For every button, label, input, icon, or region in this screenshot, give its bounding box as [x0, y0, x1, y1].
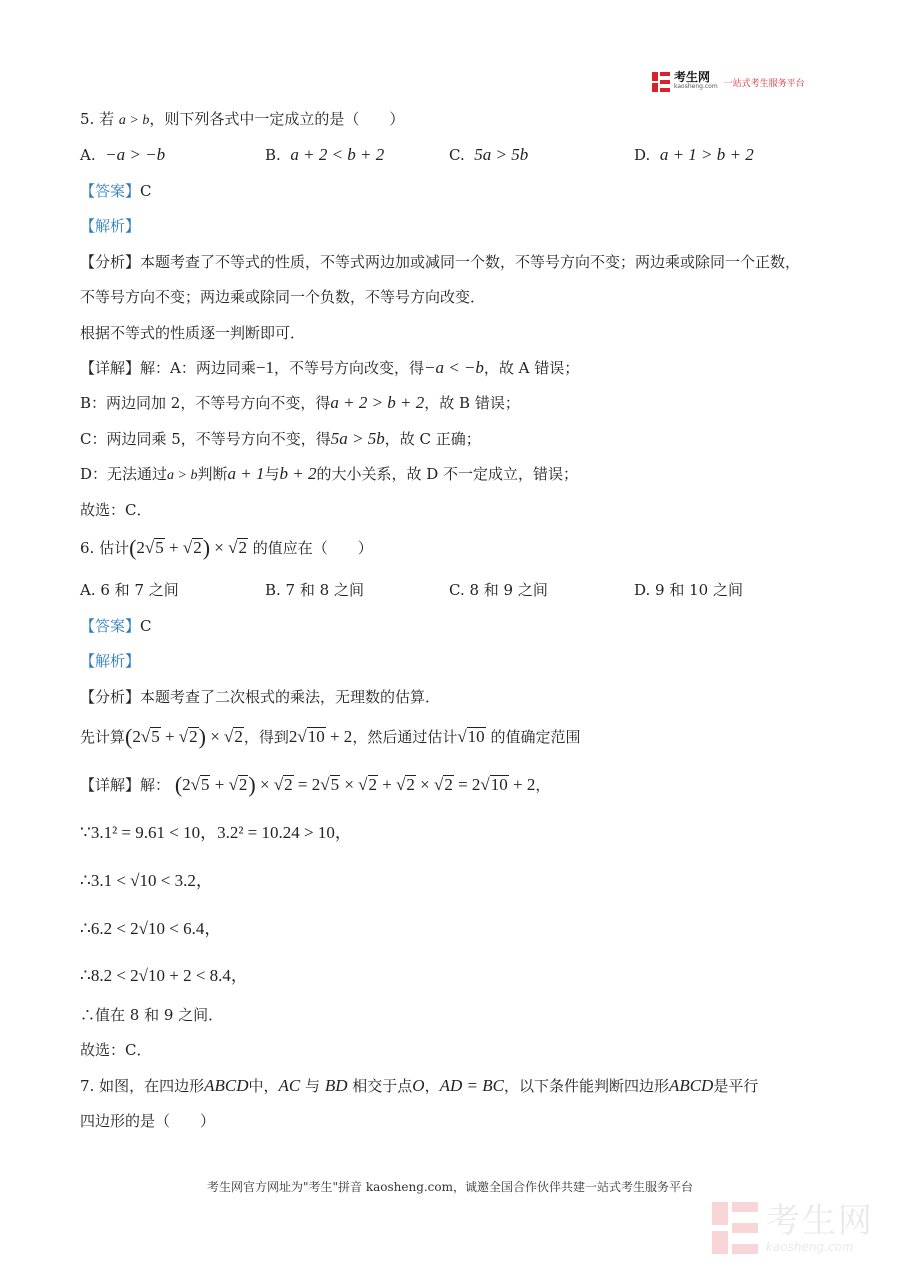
option-label: D. [634, 146, 651, 164]
option-label: C. [449, 146, 465, 164]
option-expr: 5a > 5b [474, 145, 529, 164]
math-expr: ABCD [668, 1076, 714, 1095]
option-label: B. [265, 146, 281, 164]
fenxi-text: 本题考查了二次根式的乘法，无理数的估算． [140, 688, 441, 706]
detail-text: 与 [264, 465, 280, 483]
math-expr: a + 2 > b + 2 [330, 393, 425, 412]
fenxi-text: 本题考查了不等式的性质，不等式两边加或减同一个数，不等号方向不变；两边乘或除同一个正数， [140, 253, 801, 271]
logo-url: kaosheng.com [674, 83, 718, 90]
q5-option-c [449, 144, 528, 166]
q6-fenxi-line1 [80, 686, 440, 708]
answer-value: C [140, 617, 152, 635]
logo-slogan: 一站式考生服务平台 [723, 78, 805, 89]
watermark-name: 考生网 [766, 1201, 874, 1241]
q6-calc-line [80, 726, 580, 748]
math-expr: 5a > 5b [330, 429, 385, 448]
q5-condition: a > b [118, 113, 150, 128]
analysis-tag: 【解析】 [80, 217, 141, 235]
detail-text: D：无法通过 [80, 465, 168, 483]
q5-detail-line4 [80, 463, 578, 487]
q5-answer [80, 180, 152, 202]
q7-text: ，以下条件能判断四边形 [503, 1077, 669, 1095]
detail-text: ，不等号方向改变，得 [273, 359, 424, 377]
q5-detail-line1 [80, 357, 579, 379]
math-expr: −a < −b [423, 358, 484, 377]
analysis-tag: 【解析】 [80, 652, 141, 670]
q6-step-2: ∴3.1 < √10 < 3.2， [80, 871, 213, 890]
fenxi-tag: 【分析】 [80, 253, 141, 271]
kaosheng-watermark-icon [712, 1202, 758, 1254]
q5-option-d [634, 144, 754, 166]
detail-tag: 【详解】 [80, 776, 141, 794]
q6-step-3: ∴6.2 < 2√10 < 6.4， [80, 919, 222, 938]
q5-detail-line3 [80, 428, 481, 450]
math-expr: AD = BC [439, 1076, 504, 1095]
q5-fenxi-line2: 不等号方向不变；两边乘或除同一个负数，不等号方向改变． [80, 288, 486, 306]
math-expr: (2√5 + √2) × √2 = 2√5 × √2 + √2 × √2 = 2√10 + 2 [174, 772, 536, 797]
q7-text: 中， [248, 1077, 279, 1095]
detail-text: ，故 C 正确； [384, 430, 481, 448]
q7-stem-line1 [80, 1075, 758, 1097]
q7-text: 7. 如图，在四边形 [80, 1077, 205, 1095]
detail-text: ，故 A 错误； [483, 359, 580, 377]
detail-text: ，得到 [243, 728, 289, 746]
q5-option-b [265, 144, 384, 166]
detail-text: 判断 [197, 465, 228, 483]
q5-fenxi-line3: 根据不等式的性质逐一判断即可． [80, 324, 306, 342]
detail-text: C：两边同乘 5，不等号方向不变，得 [80, 430, 331, 448]
math-expr: BD [324, 1076, 348, 1095]
math-expr: ABCD [204, 1076, 249, 1095]
q7-text: 是平行 [713, 1077, 759, 1095]
q5-analysis-heading [80, 215, 140, 237]
math-expr: a + 1 [227, 464, 265, 483]
watermark-url: kaosheng.com [766, 1240, 854, 1254]
detail-text: B：两边同加 2，不等号方向不变，得 [80, 394, 331, 412]
q6-option-d: D. 9 和 10 之间 [634, 581, 743, 599]
q7-stem-line2: 四边形的是（ ） [80, 1112, 216, 1130]
q6-step-1: ∵3.1² = 9.61 < 10，3.2² = 10.24 > 10， [80, 823, 352, 842]
q6-stem [80, 537, 373, 559]
math-expr: √10 [457, 727, 485, 746]
q7-text: 与 [305, 1077, 321, 1095]
math-expr: −1 [255, 358, 274, 377]
q5-detail-line2 [80, 392, 520, 414]
q6-expression: (2√5 + √2) × √2 [129, 535, 247, 560]
detail-text: 的大小关系，故 D 不一定成立，错误； [316, 465, 579, 483]
option-label: A. [80, 146, 96, 164]
fenxi-tag: 【分析】 [80, 688, 141, 706]
q5-stem [80, 108, 404, 132]
detail-text: ，然后通过估计 [352, 728, 458, 746]
q5-number: 5. 若 [80, 110, 115, 128]
watermark [712, 1202, 874, 1254]
q6-stem-text: 的值应在（ ） [252, 539, 373, 557]
q6-answer [80, 615, 152, 637]
q5-final: 故选：C． [80, 501, 152, 519]
detail-text: 的值确定范围 [490, 728, 581, 746]
q7-text: 相交于点 [352, 1077, 413, 1095]
kaosheng-logo-icon [652, 72, 670, 92]
answer-value: C [140, 182, 152, 200]
detail-text: 解： [140, 776, 171, 794]
q6-step-5: ∴值在 8 和 9 之间． [80, 1006, 224, 1024]
math-expr: AC [278, 1076, 301, 1095]
answer-tag: 【答案】 [80, 617, 141, 635]
option-expr: a + 1 > b + 2 [659, 145, 754, 164]
page-footer: 考生网官方网址为"考生"拼音 kaosheng.com，诚邀全国合作伙伴共建一站式考生服务平台 [206, 1180, 694, 1194]
q6-step-4: ∴8.2 < 2√10 + 2 < 8.4， [80, 966, 248, 985]
q6-option-a: A. 6 和 7 之间 [80, 581, 179, 599]
header-logo [652, 72, 805, 92]
answer-tag: 【答案】 [80, 182, 141, 200]
q6-analysis-heading [80, 650, 140, 672]
q6-option-c: C. 8 和 9 之间 [449, 581, 548, 599]
detail-tag: 【详解】 [80, 359, 141, 377]
q6-detail-line: 【详解】解： (2√5 + √2) × √2 = 2√5 × √2 + √2 × √2 = 2√10 + 2， [80, 772, 551, 797]
math-expr: b + 2 [279, 464, 317, 483]
math-expr: 2√10 + 2 [288, 727, 353, 746]
q5-fenxi-line1 [80, 251, 800, 273]
q6-number: 6. 估计 [80, 539, 130, 557]
math-expr: a > b [167, 468, 198, 483]
q5-option-a [80, 144, 165, 166]
logo-name: 考生网 [674, 70, 711, 84]
q5-stem-text: ，则下列各式中一定成立的是（ ） [149, 110, 405, 128]
detail-text: 先计算 [80, 728, 126, 746]
detail-text: 解：A：两边同乘 [140, 359, 256, 377]
option-expr: −a > −b [105, 145, 166, 164]
q7-text: ， [424, 1077, 440, 1095]
option-expr: a + 2 < b + 2 [290, 145, 385, 164]
math-expr: O [412, 1076, 425, 1095]
q6-final: 故选：C． [80, 1041, 152, 1059]
q6-option-b: B. 7 和 8 之间 [265, 581, 364, 599]
detail-text: ，故 B 错误； [424, 394, 520, 412]
math-expr: (2√5 + √2) × √2 [125, 724, 243, 749]
